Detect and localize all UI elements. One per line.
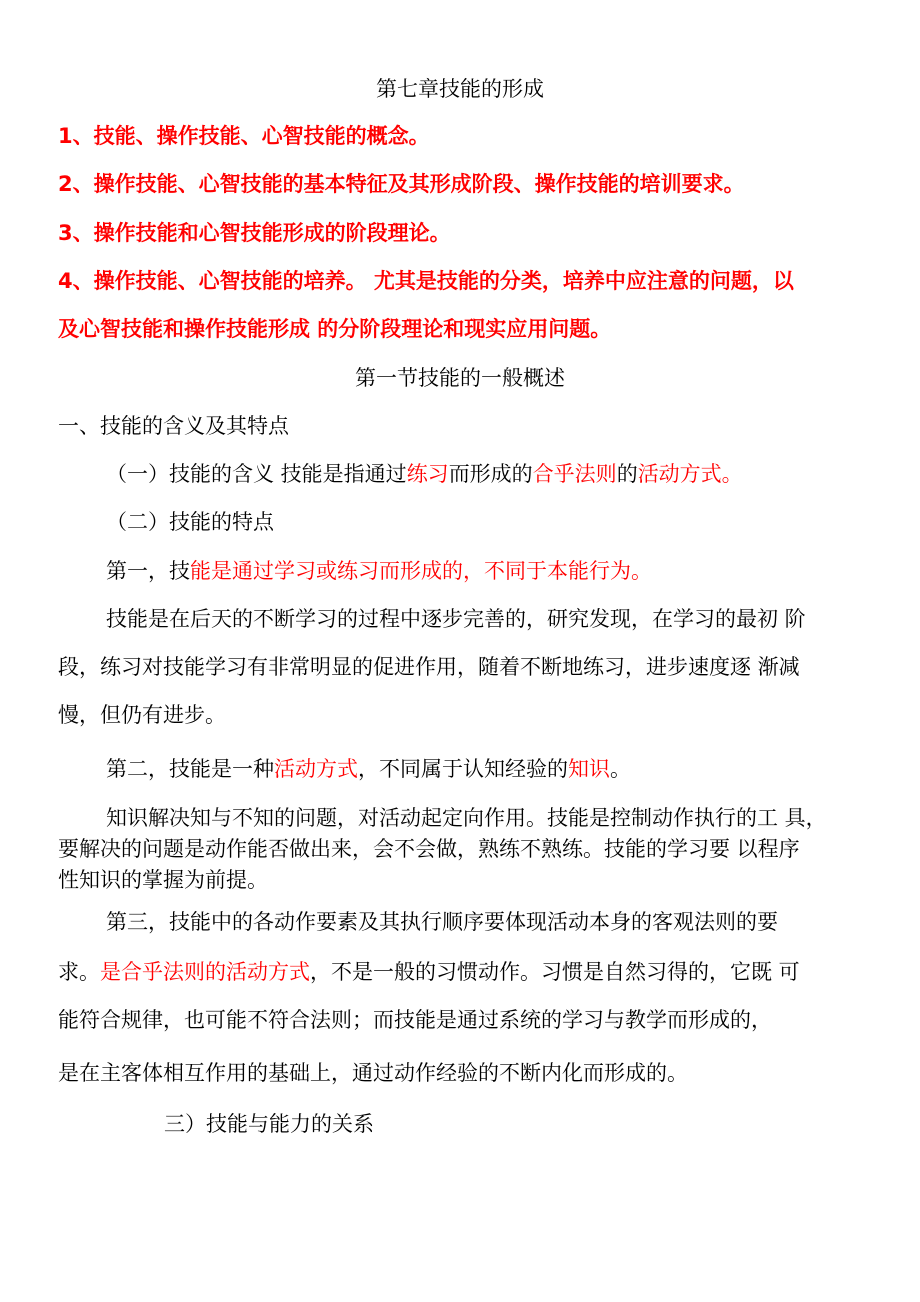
third-line-2 [58, 957, 870, 987]
second-mid: ，不同属于认知经验的 [358, 757, 568, 781]
third-line-3: 能符合规律，也可能不符合法则；而技能是通过系统的学习与教学而形成的， [58, 1008, 772, 1032]
second-feature [106, 754, 918, 784]
second-body-line-1: 知识解决知与不知的问题，对活动起定向作用。技能是控制动作执行的工 具， [106, 806, 827, 830]
meaning-prefix: （一）技能的含义 技能是指通过 [106, 462, 407, 486]
second-body-line-2: 要解决的问题是动作能否做出来，会不会做，熟练不熟练。技能的学习要 以程序 [58, 837, 800, 861]
meaning-paragraph [106, 459, 918, 489]
first-prefix: 第一，技 [106, 559, 190, 583]
second-prefix: 第二，技能是一种 [106, 757, 274, 781]
meaning-red-practice: 练习 [406, 462, 449, 486]
meaning-mid-2: 的 [616, 462, 638, 486]
objective-2: 2、操作技能、心智技能的基本特征及其形成阶段、操作技能的培训要求。 [58, 172, 745, 196]
objective-4-continued: 及心智技能和操作技能形成 的分阶段理论和现实应用问题。 [58, 317, 612, 341]
third-line-2-prefix: 求。 [58, 960, 100, 984]
chapter-title: 第七章技能的形成 [376, 77, 544, 101]
objective-3: 3、操作技能和心智技能形成的阶段理论。 [58, 221, 451, 245]
second-red-knowledge: 知识 [568, 757, 610, 781]
second-red-activity: 活动方式 [274, 757, 358, 781]
heading-3: 三）技能与能力的关系 [164, 1112, 374, 1136]
features-heading: （二）技能的特点 [106, 510, 274, 534]
first-body-line-2: 段，练习对技能学习有非常明显的促进作用，随着不断地练习，进步速度逐 渐减 [58, 655, 800, 679]
third-line-2-suffix: ，不是一般的习惯动作。习惯是自然习得的，它既 可 [310, 960, 800, 984]
third-line-4: 是在主客体相互作用的基础上，通过动作经验的不断内化而形成的。 [58, 1061, 688, 1085]
second-suffix: 。 [610, 757, 631, 781]
first-body-line-3: 慢，但仍有进步。 [58, 703, 226, 727]
second-body-line-3: 性知识的掌握为前提。 [58, 868, 268, 892]
section-title: 第一节技能的一般概述 [355, 366, 565, 390]
first-feature [106, 556, 918, 586]
objective-4: 4、操作技能、心智技能的培养。 尤其是技能的分类，培养中应注意的问题，以 [58, 269, 794, 293]
meaning-red-activity: 活动方式。 [637, 462, 743, 486]
meaning-mid-1: 而形成的 [448, 462, 533, 486]
third-line-1: 第三，技能中的各动作要素及其执行顺序要体现活动本身的客观法则的要 [106, 910, 778, 934]
heading-1: 一、技能的含义及其特点 [58, 414, 289, 438]
meaning-red-rules: 合乎法则 [532, 462, 617, 486]
objective-1: 1、技能、操作技能、心智技能的概念。 [58, 124, 430, 148]
first-body-line-1: 技能是在后天的不断学习的过程中逐步完善的，研究发现，在学习的最初 阶 [106, 607, 806, 631]
first-red: 能是通过学习或练习而形成的，不同于本能行为。 [190, 559, 652, 583]
third-line-2-red: 是合乎法则的活动方式 [100, 960, 310, 984]
